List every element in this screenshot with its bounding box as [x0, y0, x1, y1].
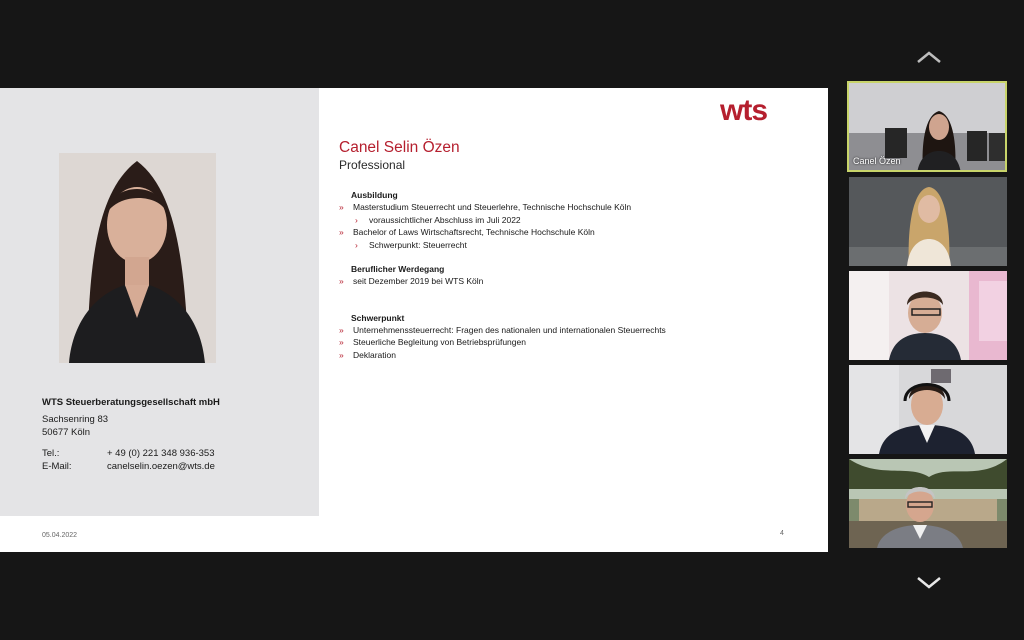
tel-value: + 49 (0) 221 348 936-353 [107, 448, 215, 459]
list-item [339, 226, 809, 239]
slide-page-number: 4 [780, 530, 784, 537]
sub-list-item-text: voraussichtlicher Abschluss im Juli 2022 [369, 214, 521, 225]
section-spacer [339, 288, 809, 312]
bullet-icon: » [339, 276, 344, 286]
slide-footer [0, 516, 828, 552]
list-item [339, 201, 809, 214]
participant-tile-2[interactable] [849, 177, 1007, 266]
shared-slide [0, 88, 828, 552]
company-name: WTS Steuerberatungsgesellschaft mbH [42, 397, 220, 408]
person-name: Canel Selin Özen [339, 139, 460, 156]
participant-tile-5[interactable] [849, 459, 1007, 548]
bullet-icon: » [339, 337, 344, 347]
list-item-text: Steuerliche Begleitung von Betriebsprüfungen [353, 337, 526, 347]
bullet-icon: » [339, 324, 344, 335]
section-spacer [339, 173, 809, 189]
profile-content [339, 138, 809, 361]
company-street: Sachsenring 83 [42, 414, 109, 425]
sub-bullet-icon: › [355, 214, 358, 225]
company-city: 50677 Köln [42, 427, 91, 438]
list-item [339, 275, 809, 288]
section-title: Ausbildung [351, 190, 398, 200]
sub-list-item [355, 214, 809, 227]
bullet-icon: » [339, 227, 344, 237]
list-item-text: Unternehmenssteuerrecht: Fragen des nationalen und internationalen Steuerrechts [353, 324, 666, 335]
email-label: E-Mail: [42, 461, 72, 472]
wts-logo [720, 98, 788, 126]
participant-tile-4[interactable] [849, 365, 1007, 454]
section-title: Schwerpunkt [351, 312, 405, 323]
list-item [339, 336, 809, 349]
sub-list-item [355, 239, 809, 252]
list-item-text: Masterstudium Steuerrecht und Steuerlehre, Technische Hochschule Köln [353, 202, 632, 212]
participant-name: Canel Özen [853, 156, 901, 166]
person-role: Professional [339, 158, 406, 172]
sub-list-item-text: Schwerpunkt: Steuerrecht [369, 239, 467, 250]
tel-label: Tel.: [42, 448, 60, 459]
section-title: Beruflicher Werdegang [351, 264, 445, 274]
company-contact [42, 396, 220, 473]
email-value: canelselin.oezen@wts.de [107, 461, 215, 472]
chevron-up-icon[interactable] [916, 50, 942, 64]
slide-date: 05.04.2022 [42, 532, 78, 539]
list-item [339, 324, 809, 337]
portrait-photo [59, 153, 216, 363]
list-item-text: Deklaration [353, 349, 396, 360]
slide-left-panel [0, 88, 319, 516]
bullet-icon: » [339, 202, 344, 212]
list-item-text: Bachelor of Laws Wirtschaftsrecht, Technische Hochschule Köln [353, 227, 595, 237]
profile-sections [339, 173, 809, 361]
chevron-down-icon[interactable] [916, 576, 942, 590]
participant-tile-3[interactable] [849, 271, 1007, 360]
svg-text:wts: wts [720, 98, 768, 126]
list-item [339, 349, 809, 362]
section-spacer [339, 251, 809, 263]
list-item-text: seit Dezember 2019 bei WTS Köln [353, 276, 484, 286]
sub-bullet-icon: › [355, 239, 358, 250]
participant-tile-canel-ozen[interactable] [847, 81, 1007, 172]
bullet-icon: » [339, 349, 344, 360]
